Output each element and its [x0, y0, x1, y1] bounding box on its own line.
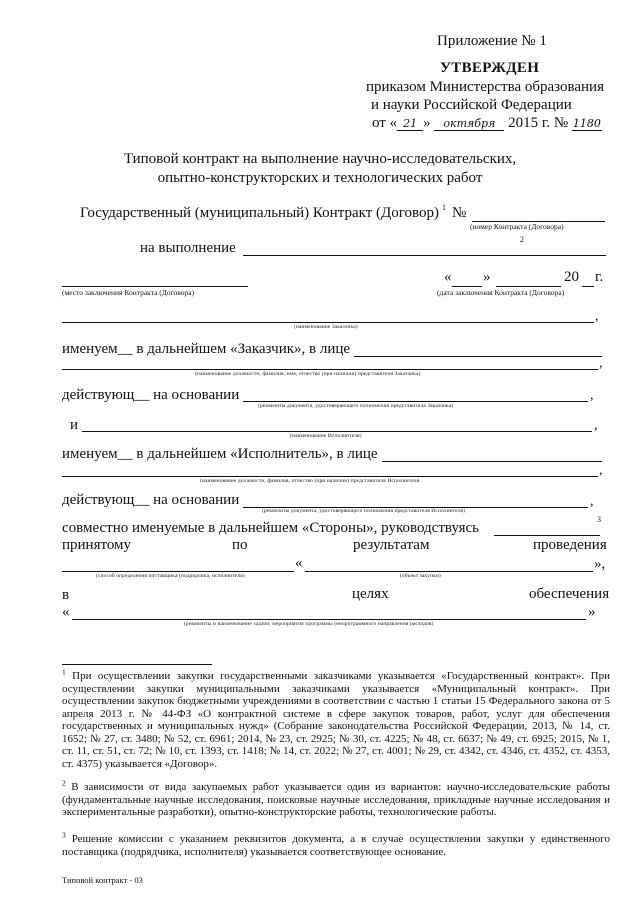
procurement-object-field[interactable]	[305, 571, 593, 572]
acting-basis-1: действующ__ на основании	[62, 387, 240, 403]
decision-field[interactable]	[494, 535, 600, 536]
footnote-3	[62, 830, 610, 858]
comma-4: ,	[594, 418, 598, 433]
comma-3: ,	[590, 388, 594, 403]
close-quote-comma: »,	[594, 556, 606, 572]
appendix-number: Приложение № 1	[437, 33, 547, 49]
order-number: 1180	[572, 117, 601, 130]
comma-1: ,	[595, 309, 599, 324]
date-caption: (дата заключения Контракта (Договора)	[437, 288, 565, 297]
acting1-caption: (реквизиты документа, удостоверяющего полномочия представителя Заказчика)	[258, 403, 454, 409]
customer-name-caption: (наименование Заказчика)	[294, 324, 358, 330]
executor-representative-field-2[interactable]	[62, 476, 598, 477]
word-v: в	[62, 587, 70, 603]
footnote-ref-3: 3	[597, 515, 601, 524]
open-quote-1: «	[295, 555, 303, 571]
word-provedeniya: проведения	[533, 537, 607, 553]
acting-basis-2: действующ__ на основании	[62, 492, 240, 508]
word-tselyakh: целях	[352, 586, 389, 602]
footnote-ref-1: 1	[442, 203, 446, 212]
footnote-1-mark: 1	[62, 667, 66, 677]
title-line-2: опытно-конструкторских и технологических работ	[157, 170, 483, 186]
date-open-quote: «	[444, 269, 452, 285]
customer-representative-field-2[interactable]	[62, 369, 598, 370]
number-sign: №	[452, 205, 467, 221]
comma-6: ,	[590, 494, 594, 509]
executor-representative-field-1[interactable]	[382, 461, 602, 462]
customer-named-text: именуем__ в дальнейшем «Заказчик», в лице	[62, 341, 351, 357]
footnote-ref-2: 2	[520, 235, 524, 244]
date-close-quote: »	[483, 269, 491, 285]
for-label: на выполнение	[140, 240, 236, 256]
footnote-3-mark: 3	[62, 830, 66, 840]
work-subject-field[interactable]	[243, 255, 606, 256]
place-caption: (место заключения Контракта (Договора)	[62, 288, 195, 297]
close-quote: »	[588, 604, 596, 620]
footnote-2-text: В зависимости от вида закупаемых работ указывается один из вариантов: научно-исследовательские работы (фундаментальные научные исследования, поисковые научные исследования, прикладные научные исследования и экспериментальные разработки), опытно-конструкторские работы, технологические работы.	[62, 781, 611, 818]
order-date-month: октября	[434, 117, 504, 131]
footnote-1-text: При осуществлении закупки государственными заказчиками указывается «Государственный контракт». При осуществлении закупки муниципальными заказчиками указывается «Муниципальный контракт». При осуществлении закупок бюджетными учреждениями в соответствии с частью 1 статьи 15 Федерального закона от 5 апреля 2013 г. № 44-ФЗ «О контрактной системе в сфере закупок товаров, работ, услуг для обеспечения государственных и муниципальных нужд» (Собрание законодательства Российской Федерации, 2013, № 14, ст. 1652; № 27, ст. 3480; № 52, ст. 6961; 2014, № 23, ст. 2925; № 30, ст. 4225; № 48, ст. 6637; № 49, ст. 6925; 2015, № 1, ст. 11, ст. 51, ст. 72; № 10, ст. 1393, ст. 1418; № 14, ст. 2022; № 27, ст. 4001; № 29, ст. 4342, ст. 4346, ст. 4352, ст. 4353, ст. 4375) указывается «Договор».	[62, 670, 611, 770]
customer-name-field[interactable]	[62, 322, 594, 323]
contract-heading: Государственный (муниципальный) Контракт (Договор)	[80, 205, 439, 221]
footnote-3-text: Решение комиссии с указанием реквизитов документа, а в случае осуществления закупки у единственного поставщика (подрядчика, исполнителя) указывается соответствующее основание.	[62, 833, 610, 858]
open-quote-2: «	[62, 604, 70, 620]
comma-2: ,	[599, 356, 603, 371]
and-word: и	[70, 417, 79, 433]
contract-date-month-field[interactable]	[496, 286, 561, 287]
executor-person-caption: (наименование должности, фамилия, отчество (при наличии) представителя Исполнителя	[200, 478, 420, 484]
footnote-2-mark: 2	[62, 778, 66, 788]
customer-basis-field[interactable]	[243, 401, 588, 402]
order-date-prefix: от «	[372, 115, 398, 131]
date-year-g: г.	[595, 269, 604, 285]
word-prinyatomu: принятому	[62, 537, 132, 553]
footnote-2	[62, 778, 611, 819]
method-caption: (способ определения поставщика (подрядчика, исполнителя)	[96, 573, 245, 579]
executor-name-caption: (наименование Исполнителя)	[290, 433, 362, 439]
order-date-day: 21	[397, 117, 423, 131]
order-line-1: приказом Министерства образования	[366, 79, 604, 95]
word-po: по	[232, 537, 248, 553]
footnote-separator	[62, 664, 212, 665]
executor-name-field[interactable]	[82, 431, 592, 432]
jointly-text: совместно именуемые в дальнейшем «Стороны», руководствуясь	[62, 520, 479, 536]
program-task-field[interactable]	[72, 619, 586, 620]
task-caption: (реквизиты и наименование задачи, мероприятия программы (непрограммного направления расходов)	[184, 621, 434, 627]
date-year-prefix: 20	[564, 269, 579, 285]
customer-person-caption: (наименование должности, фамилия, имя, отчество (при наличии) представителя Заказчика)	[195, 371, 421, 377]
procurement-method-field[interactable]	[62, 571, 294, 572]
footnote-1	[62, 667, 611, 770]
executor-named-text: именуем__ в дальнейшем «Исполнитель», в лице	[62, 446, 378, 462]
word-obespecheniya: обеспечения	[529, 586, 610, 602]
acting2-caption: (реквизиты документа, удостоверяющего полномочия представителя Исполнителя)	[262, 508, 466, 514]
footer-label: Типовой контракт - 03	[62, 875, 143, 885]
contract-place-field[interactable]	[62, 286, 248, 287]
contract-date-day-field[interactable]	[452, 286, 482, 287]
order-date-year: 2015 г. №	[508, 115, 569, 131]
word-rezultatam: результатам	[353, 537, 430, 553]
order-date-mid: »	[423, 115, 431, 131]
order-line-2: и науки Российской Федерации	[371, 97, 572, 113]
comma-5: ,	[599, 463, 603, 478]
contract-number-caption: (номер Контракта (Договора)	[470, 222, 564, 231]
order-date-line	[372, 115, 602, 132]
approved-label: УТВЕРЖДЕН	[440, 60, 540, 76]
object-caption: (объект закупки)	[400, 573, 441, 579]
contract-date-year-field[interactable]	[582, 286, 594, 287]
title-line-1: Типовой контракт на выполнение научно-исследовательских,	[123, 151, 517, 167]
customer-representative-field-1[interactable]	[354, 356, 602, 357]
